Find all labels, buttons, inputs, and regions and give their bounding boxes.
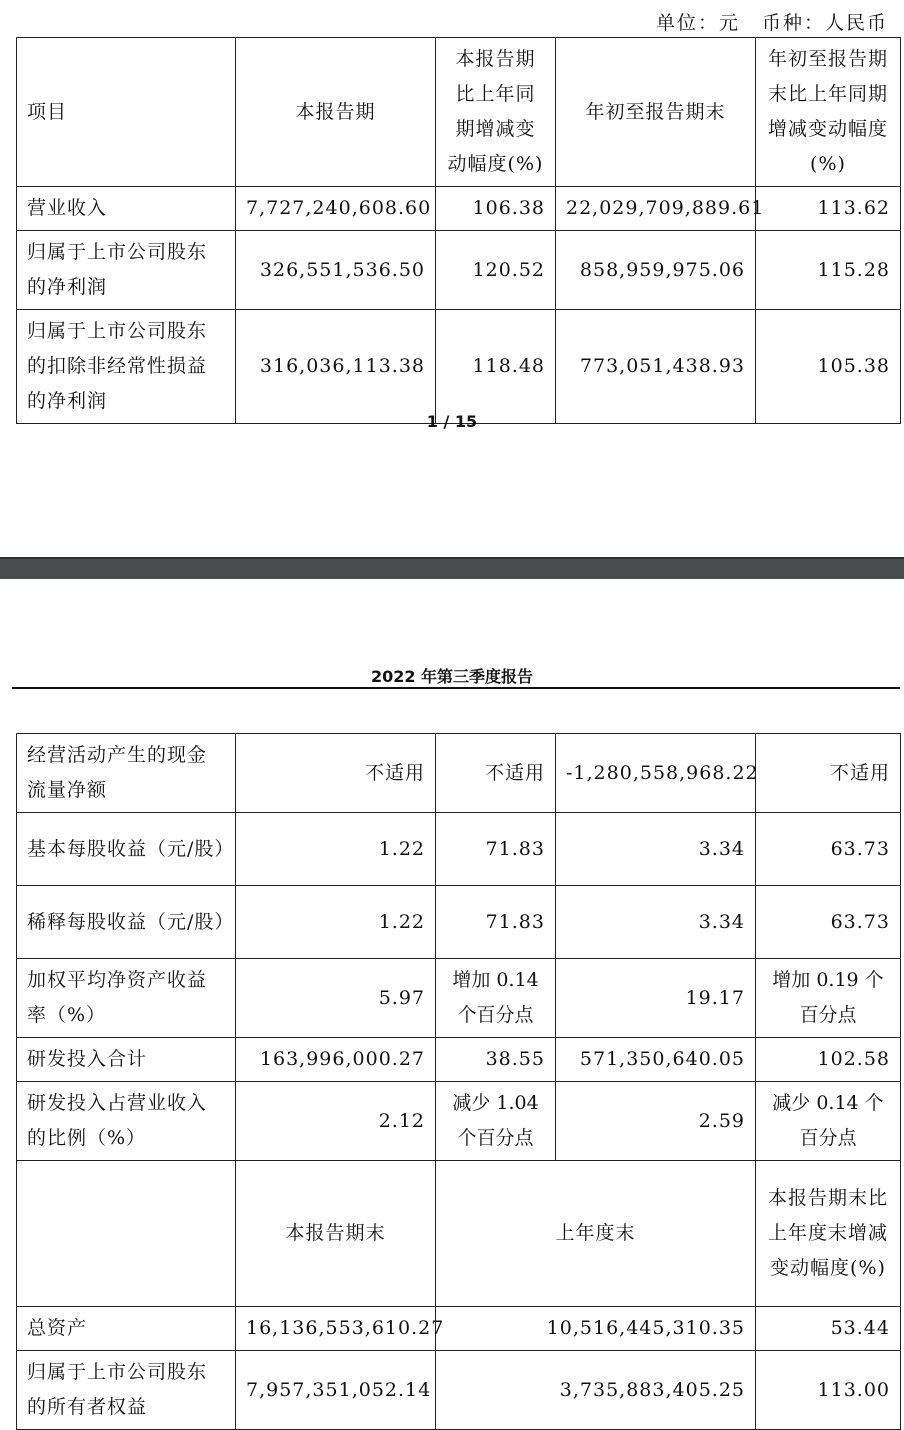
cell-current-period: 2.12	[236, 1082, 436, 1161]
table-row	[17, 1351, 901, 1430]
table-row	[17, 1082, 901, 1161]
header-item: 项目	[17, 38, 236, 187]
table-row	[17, 310, 901, 424]
table-row	[17, 886, 901, 959]
cell-ytd: 571,350,640.05	[556, 1038, 756, 1082]
table-row	[17, 231, 901, 310]
page-number: 1 / 15	[426, 412, 478, 431]
cell-current-period: 5.97	[236, 959, 436, 1038]
cell-current-period: 326,551,536.50	[236, 231, 436, 310]
cell-current-period-change: 120.52	[436, 231, 556, 310]
row-label: 归属于上市公司股东的净利润	[17, 231, 236, 310]
table-row	[17, 734, 901, 813]
header-ytd: 年初至报告期末	[556, 38, 756, 187]
cell-ytd: -1,280,558,968.22	[556, 734, 756, 813]
row-label: 总资产	[17, 1307, 236, 1351]
header-current-period-change: 本报告期比上年同期增减变动幅度(%)	[436, 38, 556, 187]
page-separator	[0, 557, 904, 579]
table-subheader-row	[17, 1161, 901, 1307]
cell-ytd: 22,029,709,889.61	[556, 187, 756, 231]
cell-ytd-change: 102.58	[756, 1038, 901, 1082]
cell-ytd-change: 63.73	[756, 886, 901, 959]
unit-label: 单位：元	[655, 12, 740, 34]
subheader-period-end: 本报告期末	[236, 1161, 436, 1307]
cell-change: 53.44	[756, 1307, 901, 1351]
cell-current-period-change: 增加 0.14 个百分点	[436, 959, 556, 1038]
cell-period-end: 7,957,351,052.14	[236, 1351, 436, 1430]
row-label: 研发投入占营业收入的比例（%）	[17, 1082, 236, 1161]
row-label: 归属于上市公司股东的扣除非经常性损益的净利润	[17, 310, 236, 424]
cell-prior-year-end: 10,516,445,310.35	[436, 1307, 756, 1351]
cell-current-period-change: 38.55	[436, 1038, 556, 1082]
cell-current-period-change: 减少 1.04 个百分点	[436, 1082, 556, 1161]
cell-current-period-change: 106.38	[436, 187, 556, 231]
header-current-period: 本报告期	[236, 38, 436, 187]
cell-current-period: 7,727,240,608.60	[236, 187, 436, 231]
row-label: 基本每股收益（元/股）	[17, 813, 236, 886]
cell-current-period: 1.22	[236, 813, 436, 886]
subheader-change: 本报告期末比上年度末增减变动幅度(%)	[756, 1161, 901, 1307]
cell-ytd-change: 115.28	[756, 231, 901, 310]
row-label: 稀释每股收益（元/股）	[17, 886, 236, 959]
report-title: 2022 年第三季度报告	[370, 667, 534, 686]
cell-ytd: 3.34	[556, 886, 756, 959]
cell-current-period: 316,036,113.38	[236, 310, 436, 424]
cell-change: 113.00	[756, 1351, 901, 1430]
currency-label: 币种：人民币	[761, 12, 888, 34]
row-label: 加权平均净资产收益率（%）	[17, 959, 236, 1038]
unit-currency-line	[656, 8, 888, 35]
cell-ytd: 3.34	[556, 813, 756, 886]
cell-current-period-change: 71.83	[436, 886, 556, 959]
cell-current-period-change: 118.48	[436, 310, 556, 424]
subheader-prior-year-end: 上年度末	[436, 1161, 756, 1307]
header-ytd-change: 年初至报告期末比上年同期增减变动幅度(%)	[756, 38, 901, 187]
cell-ytd: 773,051,438.93	[556, 310, 756, 424]
cell-ytd-change: 不适用	[756, 734, 901, 813]
financial-table-bottom	[16, 733, 901, 1430]
row-label: 研发投入合计	[17, 1038, 236, 1082]
cell-prior-year-end: 3,735,883,405.25	[436, 1351, 756, 1430]
cell-ytd: 2.59	[556, 1082, 756, 1161]
title-rule	[12, 687, 900, 689]
cell-current-period: 163,996,000.27	[236, 1038, 436, 1082]
table-row	[17, 959, 901, 1038]
row-label: 归属于上市公司股东的所有者权益	[17, 1351, 236, 1430]
cell-current-period: 不适用	[236, 734, 436, 813]
cell-period-end: 16,136,553,610.27	[236, 1307, 436, 1351]
row-label: 经营活动产生的现金流量净额	[17, 734, 236, 813]
cell-ytd-change: 63.73	[756, 813, 901, 886]
table-header-row	[17, 38, 901, 187]
cell-ytd: 19.17	[556, 959, 756, 1038]
cell-current-period-change: 71.83	[436, 813, 556, 886]
table-row	[17, 813, 901, 886]
cell-ytd-change: 减少 0.14 个百分点	[756, 1082, 901, 1161]
row-label: 营业收入	[17, 187, 236, 231]
cell-ytd-change: 105.38	[756, 310, 901, 424]
cell-ytd: 858,959,975.06	[556, 231, 756, 310]
cell-current-period-change: 不适用	[436, 734, 556, 813]
table-row	[17, 1307, 901, 1351]
financial-table-top	[16, 37, 901, 424]
cell-ytd-change: 113.62	[756, 187, 901, 231]
cell-ytd-change: 增加 0.19 个百分点	[756, 959, 901, 1038]
table-row	[17, 187, 901, 231]
cell-current-period: 1.22	[236, 886, 436, 959]
table-row	[17, 1038, 901, 1082]
subheader-blank	[17, 1161, 236, 1307]
